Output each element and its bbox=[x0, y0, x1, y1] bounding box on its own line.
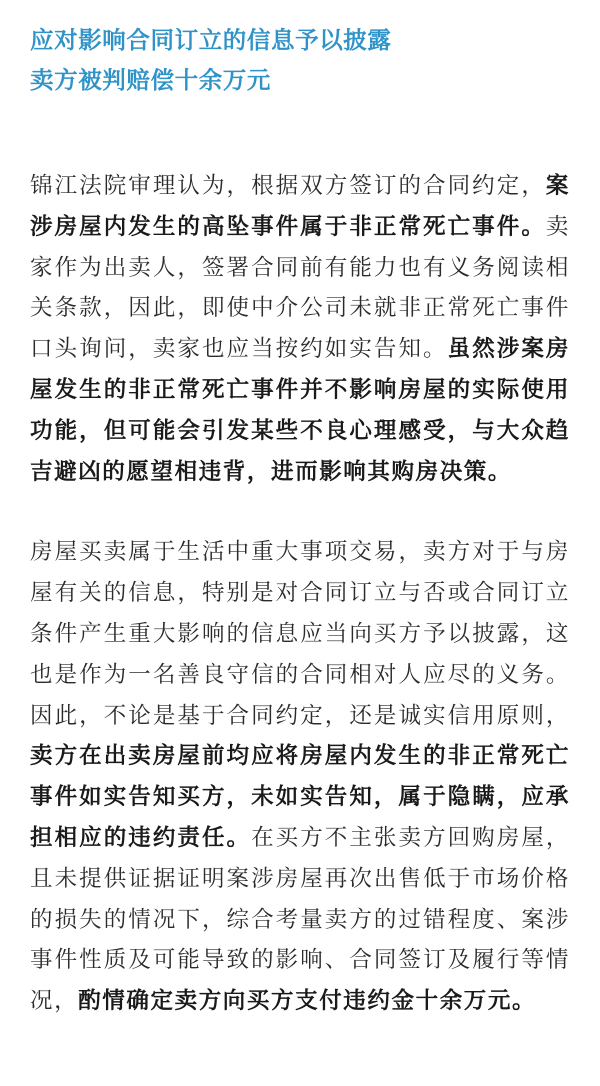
paragraph1-sentence1: 锦江法院审理认为，根据双方签订的合同约定， bbox=[30, 173, 546, 199]
paragraph2-sentence1: 房屋买卖属于生活中重大事项交易，卖方对于与房屋有关的信息，特别是对合同订立与否或合同订立条件产生重大影响的信息应当向买方予以披露，这也是作为一名善良守信的合同相对人应尽的义务。因此，不论是基于合同约定，还是诚实信用原则， bbox=[30, 539, 570, 729]
article-heading bbox=[30, 20, 570, 100]
paragraph-disclosure-duty bbox=[30, 532, 570, 1022]
paragraph1-sentence3: 卖家作为出卖人，签署合同前有能力也有义务阅读相关条款，因此，即使中介公司未就非正常死亡事件口头询问，卖家也应当按约如实告知。 bbox=[30, 213, 570, 363]
heading-line-2: 卖方被判赔偿十余万元 bbox=[30, 66, 271, 94]
paragraph2-emphasis1: 卖方在出卖房屋前均应将房屋内发生的非正常死亡事件如实告知买方，未如实告知，属于隐瞒，应承担相应的违约责任。 bbox=[30, 743, 570, 851]
paragraph1-emphasis1: 案涉房屋内发生的高坠事件属于非正常死亡事件。 bbox=[30, 173, 570, 240]
paragraph2-emphasis2: 酌情确定卖方向买方支付违约金十余万元。 bbox=[78, 988, 537, 1015]
paragraph2-sentence3: 在买方不主张卖方回购房屋，且未提供证据证明案涉房屋再次出售低于市场价格的损失的情况下，综合考量卖方的过错程度、案涉事件性质及可能导致的影响、合同签订及履行等情况， bbox=[30, 824, 570, 1015]
paragraph-court-ruling bbox=[30, 166, 570, 492]
paragraph1-emphasis2: 虽然涉案房屋发生的非正常死亡事件并不影响房屋的实际使用功能，但可能会引发某些不良心理感受，与大众趋吉避凶的愿望相违背，进而影响其购房决策。 bbox=[30, 336, 570, 485]
heading-line-1: 应对影响合同订立的信息予以披露 bbox=[30, 26, 392, 54]
